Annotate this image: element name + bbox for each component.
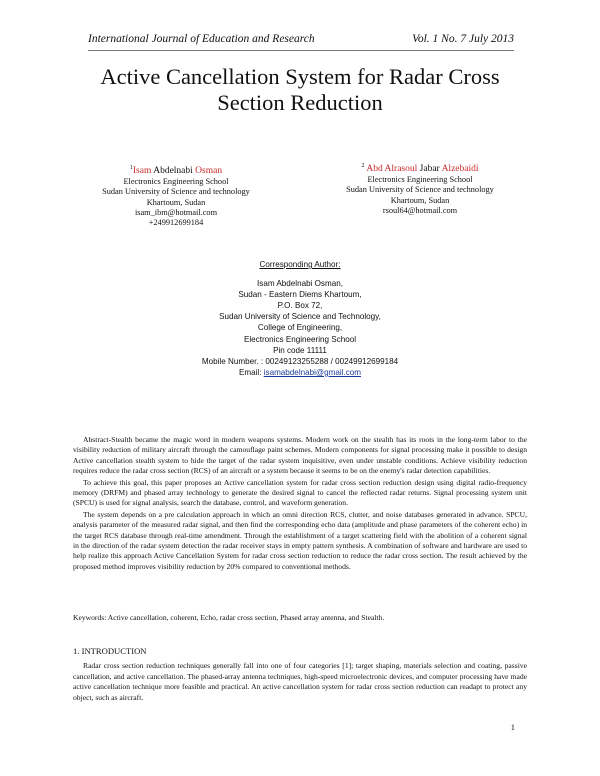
corr-line: Electronics Engineering School <box>243 334 357 344</box>
abstract-paragraph: The system depends on a pre calculation approach in which an omni direction RCS, clutter, and noise databases generated in advance. SPCU, analysis parameter of the measured radar signal, and then find the corresponding echo data (amplitude and phase parameters of the coherent echo) in the target RCS database through real-time amendment. Through the establishment of a target scattering field with the abolition of a coherent signal in the direction of the radar system detection the radar receiver stays in empty pattern synthesis. A combination of software and hardware are used to help realize this approach Active Cancellation System for radar cross section reduction to reduce the radar cross section. The result achieved by the proposed method improves visibility reduction by 20% compared to conventional methods. <box>73 509 527 571</box>
author-block-2 <box>310 160 530 216</box>
paper-title <box>60 64 540 116</box>
journal-name: International Journal of Education and Research <box>88 33 315 45</box>
corresponding-author <box>150 259 450 378</box>
author-city: Khartoum, Sudan <box>146 197 206 207</box>
corr-line: College of Engineering, <box>257 323 343 333</box>
author-city: Khartoum, Sudan <box>390 195 450 205</box>
title-line-1: Active Cancellation System for Radar Cross <box>100 64 500 89</box>
abstract <box>73 435 527 573</box>
author-sup: 1 <box>129 165 133 171</box>
corr-line: P.O. Box 72, <box>277 301 323 311</box>
title-line-2: Section Reduction <box>217 90 383 115</box>
corr-line: Sudan University of Science and Technology, <box>219 312 381 322</box>
section-heading: 1. INTRODUCTION <box>73 646 147 656</box>
author-first: Isam <box>132 166 152 177</box>
author-last: Alzebaidi <box>441 164 479 175</box>
author-middle: Jabar <box>417 164 442 175</box>
author-phone: +249912699184 <box>148 217 204 227</box>
corr-email-line <box>150 367 450 378</box>
corresponding-title: Corresponding Author: <box>259 260 341 269</box>
corr-email-label: Email: <box>238 367 264 377</box>
corr-line: Isam Abdelnabi Osman, <box>257 279 343 289</box>
volume-info: Vol. 1 No. 7 July 2013 <box>412 33 514 45</box>
corr-email-link[interactable]: isamabdelnabi@gmail.com <box>263 367 362 377</box>
corr-line: Sudan - Eastern Diems Khartoum, <box>238 290 362 300</box>
author-block-1 <box>66 162 286 228</box>
author-middle: Abdelnabi <box>151 166 196 177</box>
abstract-paragraph: Abstract-Stealth became the magic word in modern weapons systems. Modern work on the stealth has its roots in the long-term labor to the visibility reduction of military aircraft through the camouflage paint schemes. Modern components for signal processing make it possible to design Active cancellation stealth system to hide the target of the radar system inquisitive, even under unstable conditions. Achieve visibility reduction requires reduce the radar cross section (RCS) of an aircraft or a system because it seems to be on the enemy's radar detection capabilities. <box>73 435 527 476</box>
author-sup: 2 <box>361 163 365 169</box>
author-last: Osman <box>195 166 223 177</box>
corr-line: Mobile Number. : 00249123255288 / 00249912699184 <box>201 356 399 366</box>
abstract-paragraph: To achieve this goal, this paper proposes an Active cancellation system for radar cross section reduction design using digital radio-frequency memory (DRFM) and phased array technology to generate the desired signal to cancel the reflected radar returns. Signal processing system unit (SPCU) is used for signal analysis, search the database, control, and waveform generation. <box>73 477 527 508</box>
running-header <box>88 33 514 45</box>
header-rule <box>88 50 514 51</box>
author-email: rsoul64@hotmail.com <box>382 205 458 215</box>
author-email: isam_ibm@hotmail.com <box>134 207 218 217</box>
keywords: Keywords: Active cancellation, coherent, Echo, radar cross section, Phased array antenna, and Stealth. <box>73 613 385 622</box>
author-university: Sudan University of Science and technology <box>346 185 494 195</box>
author-university: Sudan University of Science and technology <box>102 187 250 197</box>
author-name <box>66 162 286 177</box>
author-dept: Electronics Engineering School <box>123 177 229 187</box>
author-name <box>310 160 530 175</box>
section-paragraph: Radar cross section reduction techniques generally fall into one of four categories [1]; target shaping, materials selection and coating, passive cancellation, and active cancellation. The phased-array antenna techniques, high-speed microelectronic devices, and computer processing have made active cancellation technique more feasible and practical. An active cancellation system for radar cross section reduction can readapt to protect any object, such as aircraft. <box>73 661 527 702</box>
author-first: Abd Alrasoul <box>366 164 418 175</box>
corr-line: Pin code 11111 <box>273 345 327 355</box>
section-body <box>73 661 527 703</box>
page-number: 1 <box>510 722 515 732</box>
author-dept: Electronics Engineering School <box>367 175 473 185</box>
